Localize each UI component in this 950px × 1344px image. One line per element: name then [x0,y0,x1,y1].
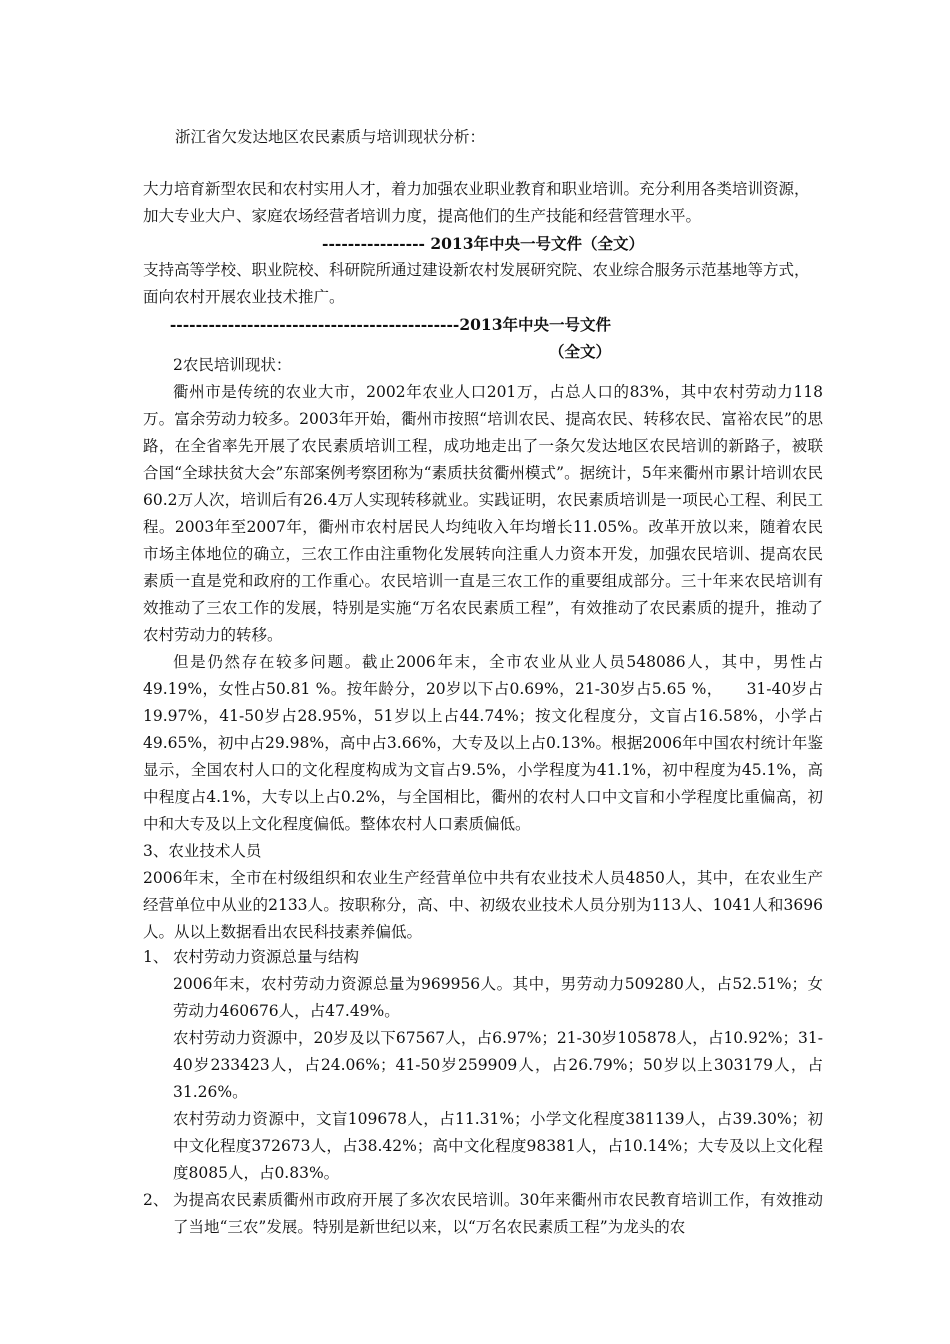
document-title: 浙江省欠发达地区农民素质与培训现状分析： [175,128,486,146]
list-number: 2、 [143,1191,169,1209]
section-heading: 3、农业技术人员 [143,842,262,860]
policy-source-1: ---------------- 2013年中央一号文件（全文） [322,234,644,253]
policy-quote-2: 支持高等学校、职业院校、科研院所通过建设新农村发展研究院、农业综合服务示范基地等方式，面向农村开展农业技术推广。 [143,261,810,306]
list-item [143,944,823,971]
list-paragraph: 农村劳动力资源中，文盲109678人，占11.31%；小学文化程度381139人，占39.30%；初中文化程度372673人，占38.42%；高中文化程度98381人，占10.14%；大专及以上文化程度8085人，占0.83%。 [173,1110,823,1182]
list-paragraph: 农村劳动力资源中，20岁及以下67567人，占6.97%；21-30岁105878人，占10.92%；31-40岁233423人，占24.06%；41-50岁259909人，占26.79%；50岁以上303179人，占31.26%。 [173,1029,823,1101]
policy-quote-1: 大力培育新型农民和农村实用人才，着力加强农业职业教育和职业培训。充分利用各类培训资源，加大专业大户、家庭农场经营者培训力度，提高他们的生产技能和经营管理水平。 [143,180,810,225]
list-paragraph: 2006年末，农村劳动力资源总量为969956人。其中，男劳动力509280人，占52.51%；女劳动力460676人，占47.49%。 [173,975,823,1020]
list-number: 1、 [143,948,169,966]
policy-quotes [143,176,823,365]
section-heading: 2农民培训现状： [173,356,292,374]
paragraph: 衢州市是传统的农业大市，2002年农业人口201万，占总人口的83%，其中农村劳动力118万。富余劳动力较多。2003年开始，衢州市按照“培训农民、提高农民、转移农民、富裕农民”的思路，在全省率先开展了农民素质培训工程，成功地走出了一条欠发达地区农民培训的新路子，被联合国“全球扶贫大会”东部案例考察团称为“素质扶贫衢州模式”。据统计，5年来衢州市累计培训农民60.2万人次，培训后有26.4万人实现转移就业。实践证明，农民素质培训是一项民心工程、利民工程。2003年至2007年，衢州市农村居民人均纯收入年均增长11.05%。改革开放以来，随着农民市场主体地位的确立，三农工作由注重物化发展转向注重人力资本开发，加强农民培训、提高农民素质一直是党和政府的工作重心。农民培训一直是三农工作的重要组成部分。三十年来农民培训有效推动了三农工作的发展，特别是实施“万名农民素质工程”，有效推动了农民素质的提升，推动了农村劳动力的转移。 [143,383,823,644]
paragraph: 2006年末，全市在村级组织和农业生产经营单位中共有农业技术人员4850人，其中，在农业生产经营单位中从业的2133人。按职称分，高、中、初级农业技术人员分别为113人、1041人和3696人。从以上数据看出农民科技素养偏低。 [143,869,823,941]
training-status-section [143,352,823,946]
list-item [143,1187,823,1241]
list-item-title: 农村劳动力资源总量与结构 [173,948,360,966]
numbered-list [143,944,823,1241]
list-item-text: 为提高农民素质衢州市政府开展了多次农民培训。30年来衢州市农民教育培训工作，有效推动了当地“三农”发展。特别是新世纪以来，以“万名农民素质工程”为龙头的农 [173,1191,823,1236]
policy-source-2: ---------------------------------------------2013年中央一号文件（全文） [169,315,611,361]
paragraph: 但是仍然存在较多问题。截止2006年末，全市农业从业人员548086人，其中，男性占49.19%，女性占50.81 %。按年龄分，20岁以下占0.69%，21-30岁占5.65 %， 31-40岁占19.97%，41-50岁占28.95%，51岁以上占44.74%；按文化程度分，文盲占16.58%，小学占49.65%，初中占29.98%，高中占3.66%，大专及以上占0.13%。根据2006年中国农村统计年鉴显示，全国农村人口的文化程度构成为文盲占9.5%，小学程度为41.1%，初中程度为45.1%，高中程度占4.1%，大专以上占0.2%，与全国相比，衢州的农村人口中文盲和小学程度比重偏高，初中和大专及以上文化程度偏低。整体农村人口素质偏低。 [143,653,823,833]
